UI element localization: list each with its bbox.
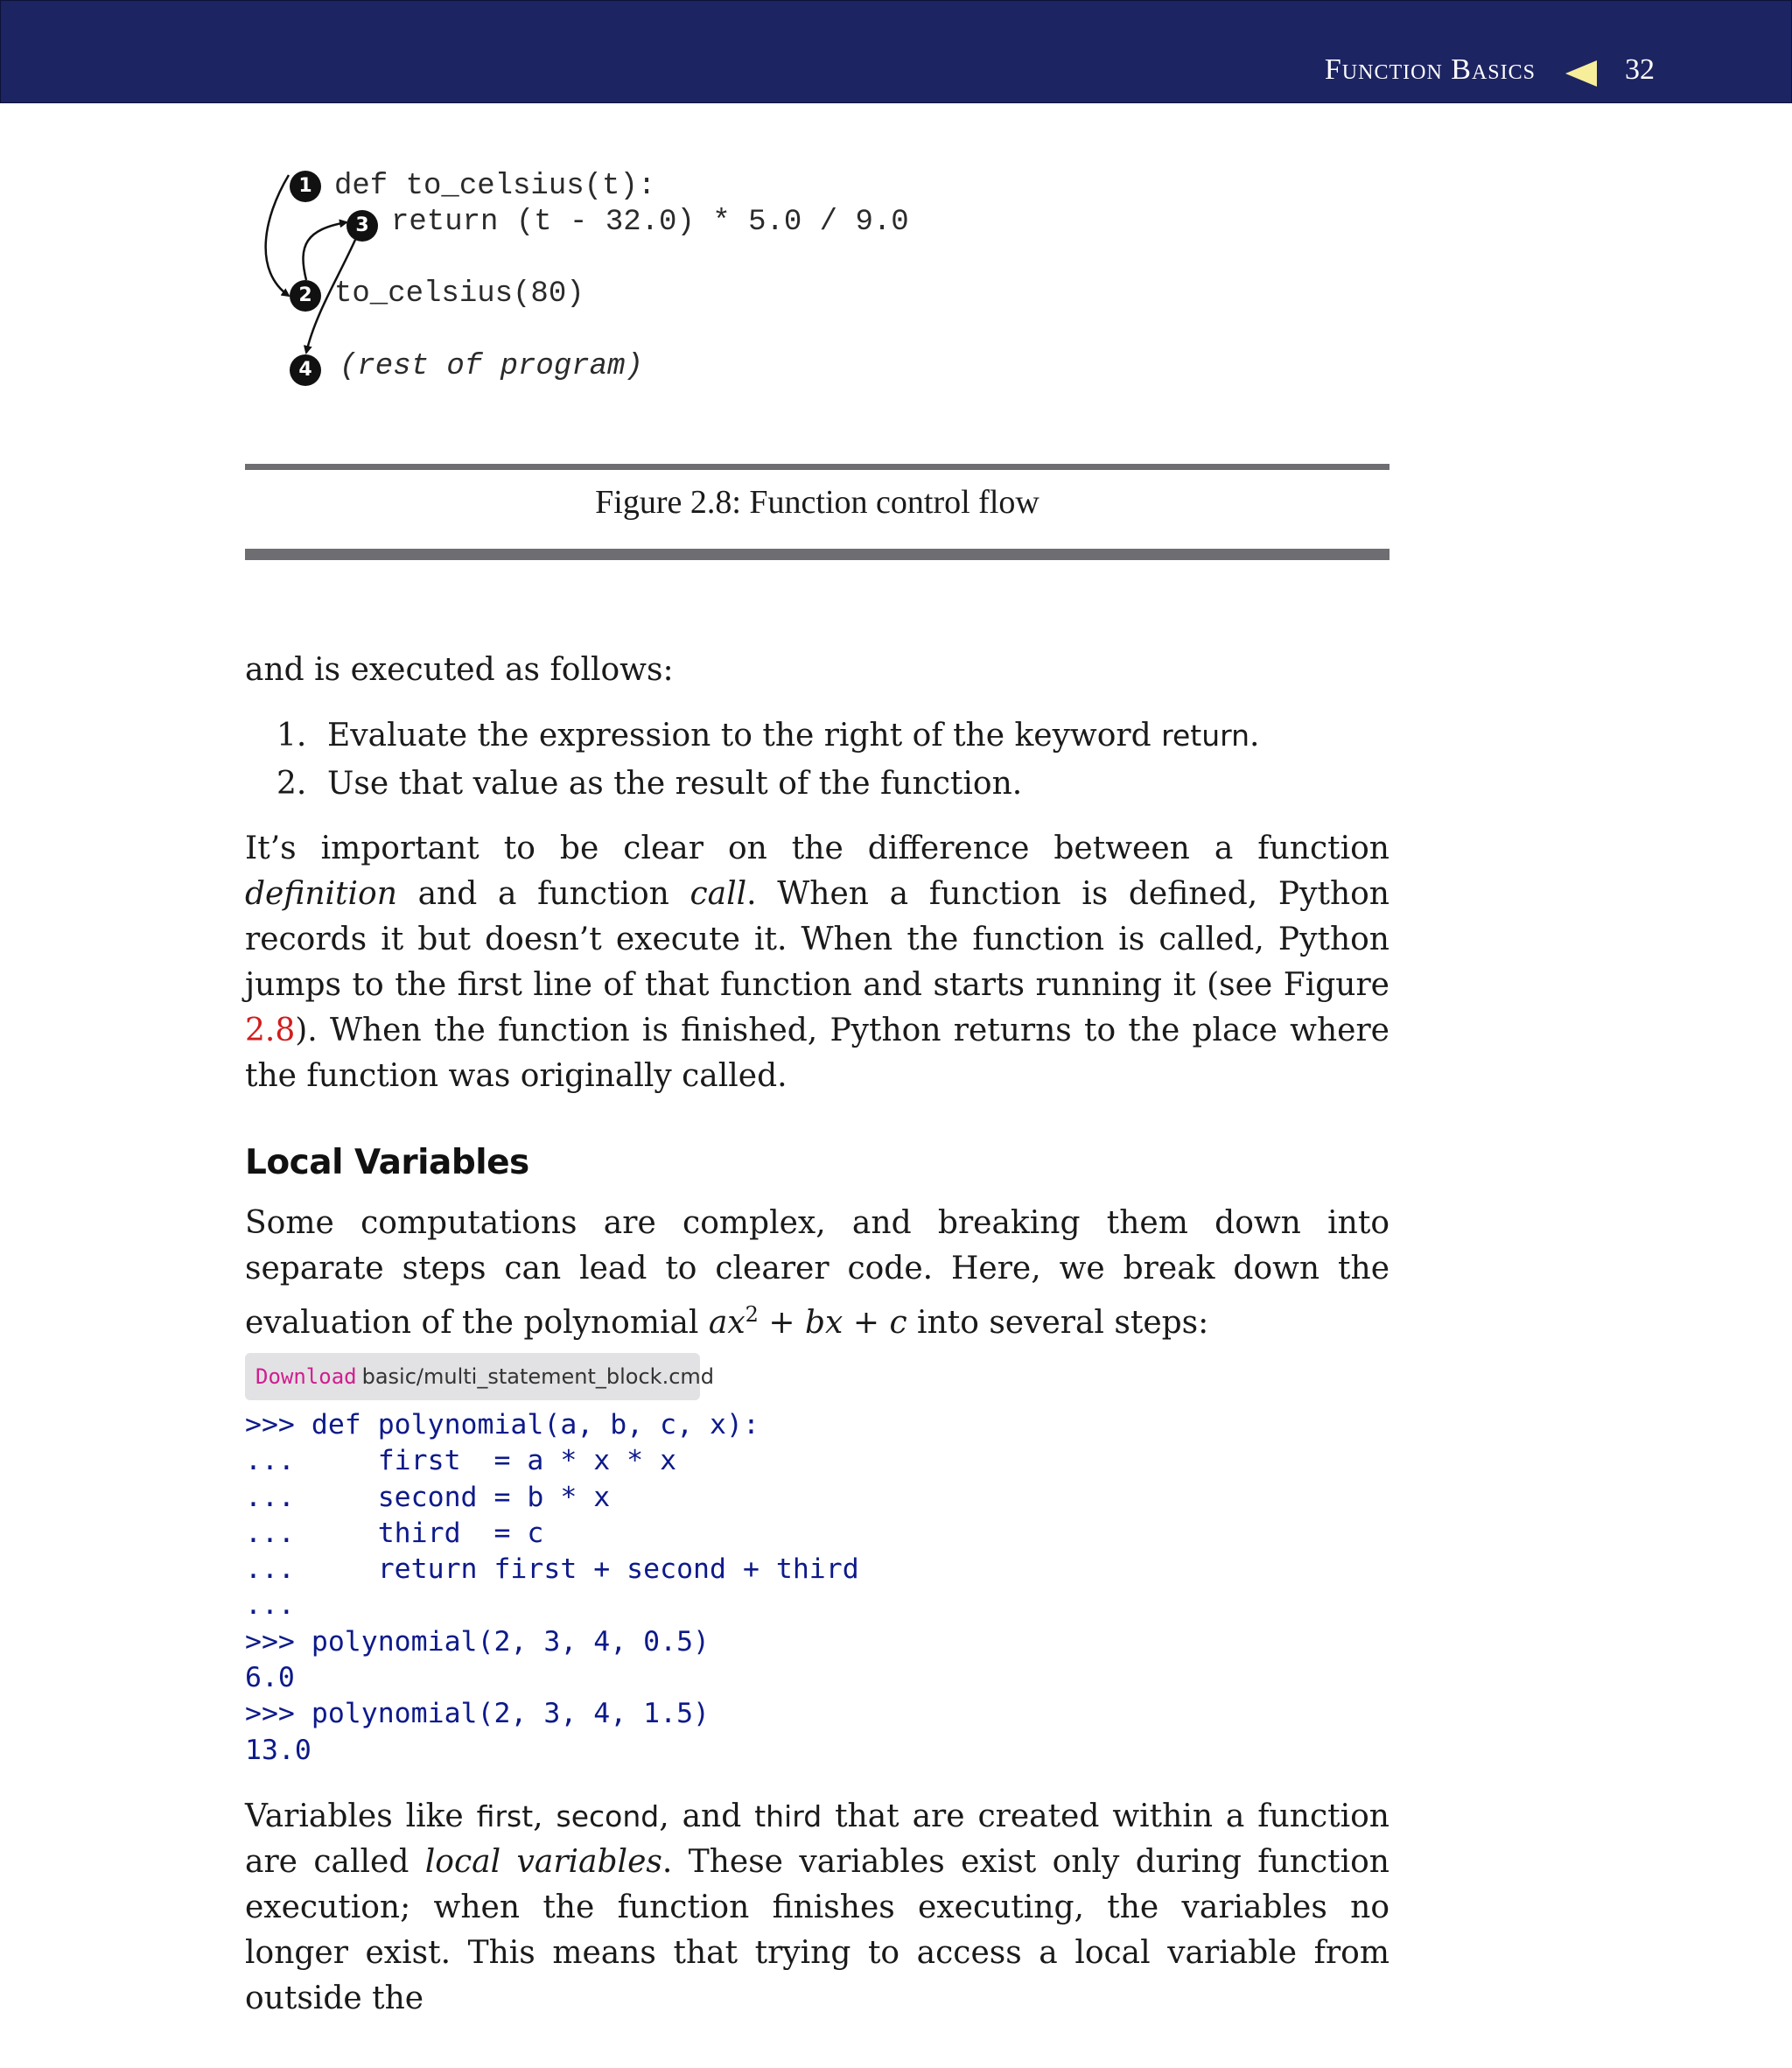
math-ax: ax: [708, 1305, 746, 1341]
definition-vs-call-paragraph: [245, 826, 1390, 1099]
math-plus: +: [758, 1305, 806, 1341]
step-badge-1: 1: [290, 171, 321, 202]
math-exponent: 2: [745, 1302, 759, 1327]
polynomial-paragraph: [245, 1201, 1390, 1346]
figure-link[interactable]: 2.8: [245, 1013, 296, 1048]
step-badge-2: 2: [290, 280, 321, 312]
caption-rule-top: [245, 464, 1390, 470]
var-second: second: [556, 1799, 660, 1833]
para1-text: and a function: [396, 876, 690, 912]
para3-text: ,: [533, 1798, 556, 1834]
caption-rule-bottom: [245, 549, 1390, 560]
para1-text: ). When the function is finished, Python returns to the place where the function was originally called.: [245, 1013, 1390, 1094]
var-first: first: [476, 1799, 534, 1833]
figure-caption: Figure 2.8: Function control flow: [595, 484, 1040, 521]
math-c: c: [889, 1305, 907, 1341]
code-def-line: def to_celsius(t):: [334, 170, 656, 203]
step-text: Use that value as the result of the function.: [327, 766, 1023, 802]
step-badge-3: 3: [346, 210, 378, 242]
para3-text: that are created within a function are called: [245, 1798, 1390, 1880]
para3-text: , and: [659, 1798, 755, 1834]
para2-text: Some computations are complex, and breaking them down into separate steps can lead to clearer code. Here, we break down the evaluation of the polynomial: [245, 1205, 1390, 1341]
running-title: Function Basics: [1324, 53, 1536, 86]
step-number: 2.: [276, 766, 307, 802]
var-third: third: [754, 1799, 822, 1833]
math-bx: bx: [805, 1305, 844, 1341]
page-number: 32: [1625, 53, 1655, 86]
control-flow-figure: [0, 0, 1792, 455]
para3-text: . These variables exist only during function execution; when the function finishes executing, the variables no longer exist. This means that trying to access a local variable from outside the: [245, 1844, 1390, 2016]
keyword-return: return: [1161, 719, 1250, 753]
math-plus: +: [843, 1305, 890, 1341]
step-badge-4: 4: [290, 354, 321, 386]
download-link[interactable]: [245, 1353, 715, 1400]
section-heading: Local Variables: [245, 1143, 529, 1182]
rest-of-program: (rest of program): [340, 350, 643, 383]
para3-text: Variables like: [245, 1798, 477, 1834]
para1-text: It’s important to be clear on the difference between a function: [245, 831, 1390, 866]
step-item-1: [276, 713, 1390, 759]
intro-text: and is executed as follows:: [245, 652, 674, 688]
step-punct: .: [1250, 718, 1260, 754]
step-number: 1.: [276, 718, 307, 754]
code-call-line: to_celsius(80): [334, 277, 584, 311]
term-call: call: [690, 876, 747, 912]
step-item-2: [276, 761, 1390, 807]
step-text: Evaluate the expression to the right of the keyword: [327, 718, 1162, 754]
download-path: basic/multi_statement_block.cmd: [361, 1364, 715, 1389]
code-return-line: return (t - 32.0) * 5.0 / 9.0: [391, 206, 909, 239]
para1-text: . When a function is defined, Python records it but doesn’t execute it. When the function is called, Python jumps to the first line of that function and starts running it (see Figure: [245, 876, 1390, 1003]
term-definition: definition: [245, 876, 397, 912]
term-local-variables: local variables: [424, 1844, 662, 1880]
code-listing: >>> def polynomial(a, b, c, x): ... first = a * x * x ... second = b * x ... third = c ... return first + second + third ... >>> polynomial(2, 3, 4, 0.5) 6.0 >>> polynomial(2, 3, 4, 1.5) 13.0: [245, 1409, 859, 1766]
para2-text: into several steps:: [906, 1305, 1209, 1341]
local-variables-paragraph: [245, 1794, 1390, 2022]
download-label: Download: [256, 1364, 357, 1389]
arrow-1-to-2: [266, 175, 289, 296]
